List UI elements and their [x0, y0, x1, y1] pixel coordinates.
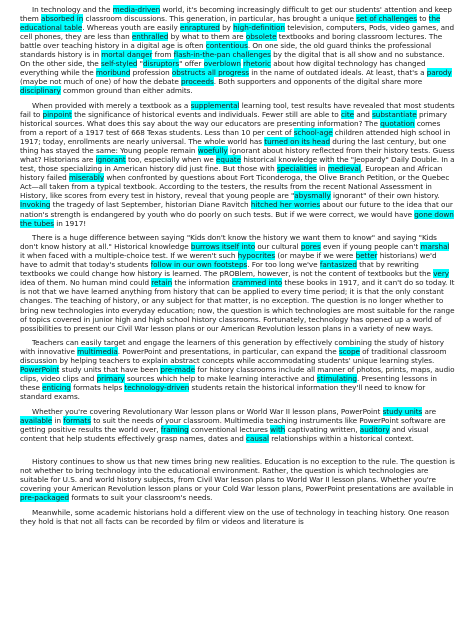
- text-run: Whether you're covering Revolutionary War lesson plans or World War II lesson plans, PowerPoint: [32, 406, 383, 416]
- text-run: in 1917!: [54, 218, 87, 228]
- text-run: . Whereas youth are easily: [82, 23, 180, 33]
- highlighted-term: hitched her worries: [250, 200, 321, 210]
- highlighted-term: cite: [340, 110, 355, 120]
- highlighted-term: multimedia: [77, 347, 118, 357]
- text-run: classroom discussions. This generation, in particular, has brought a unique: [83, 14, 357, 24]
- highlighted-term: hypocrites: [237, 251, 276, 261]
- text-run: In technology and the: [32, 5, 113, 14]
- paragraph-4: [20, 338, 456, 401]
- text-run: (or maybe if we were: [275, 251, 356, 261]
- highlighted-term: parody: [426, 68, 452, 78]
- highlighted-term: absorbed in: [41, 14, 84, 24]
- text-run: in: [316, 164, 328, 174]
- highlighted-term: formats: [63, 416, 91, 426]
- text-run: in: [52, 416, 64, 426]
- text-run: even if young people can't: [320, 242, 421, 252]
- text-run: too, especially when we: [125, 155, 217, 165]
- text-run: that by rewriting textbooks we could change how history is learned. The pROBlem, however, is not the content of textbooks but the: [20, 260, 434, 279]
- highlighted-term: substantiate: [372, 110, 417, 120]
- text-run: . On one side, the old guard thinks the professional standards history is in: [20, 41, 432, 60]
- text-run: are: [422, 406, 437, 416]
- highlighted-term: Invoking: [20, 200, 51, 210]
- text-run: . For too long we've: [247, 260, 320, 270]
- highlighted-term: moribund: [95, 68, 131, 78]
- text-run: conventional lectures: [188, 425, 271, 435]
- highlighted-term: pre-packaged: [20, 493, 70, 503]
- highlighted-term: woefully: [197, 146, 228, 156]
- highlighted-term: enraptured: [179, 23, 220, 33]
- highlighted-term: obstructs all progress: [171, 68, 250, 78]
- highlighted-term: disciplinary: [20, 86, 61, 96]
- text-run: the tragedy of last September, historian Diane Ravitch: [50, 200, 251, 210]
- text-run: to suit the needs of your classroom. Multimedia teaching instruments like PowerPoint software are getting positive results the world over,: [20, 416, 446, 435]
- highlighted-term: turned on its head: [264, 137, 331, 147]
- text-run: . Both supporters and opponents of the digital share more: [213, 77, 423, 87]
- text-run: learning tool, test results have revealed that most students fail to: [20, 100, 455, 120]
- highlighted-term: pinpoint: [42, 110, 72, 120]
- highlighted-term: causal: [246, 434, 269, 444]
- highlighted-term: obsolete: [245, 32, 277, 42]
- text-run: profession: [130, 68, 172, 78]
- text-run: common ground than either admits.: [60, 86, 193, 96]
- highlighted-term: contentious: [205, 41, 248, 51]
- highlighted-term: pores: [300, 242, 321, 252]
- text-run: and visual content that help students effectively grasp names, dates and: [20, 425, 429, 444]
- highlighted-term: medieval: [327, 164, 361, 174]
- text-run: (maybe not much of one) of how the debate: [20, 77, 182, 87]
- text-run: in the name of outdated ideals. At least, that's a: [249, 68, 427, 78]
- text-run: students retain the historical information they'll need to know for standard exams.: [20, 383, 426, 402]
- highlighted-term: with: [270, 425, 286, 435]
- highlighted-term: fantasized: [319, 260, 357, 270]
- paragraph-5: [20, 407, 456, 443]
- highlighted-term: enthralled: [131, 32, 169, 42]
- text-run: Teachers can easily target and engage the learners of this generation by effectively combining the study of history with innovative: [20, 338, 444, 357]
- text-run: the significance of historical events and individuals. Fewer still are able to: [71, 110, 341, 120]
- highlighted-term: crammed into: [231, 278, 283, 288]
- text-run: during the last century, but one thing has stayed the same: Young people remain: [20, 137, 447, 156]
- highlighted-term: marshal: [420, 242, 450, 252]
- paragraph-1: [20, 5, 456, 95]
- highlighted-term: primary: [96, 374, 125, 384]
- highlighted-term: flash-in-the-pan challenges: [173, 50, 271, 60]
- highlighted-term: better: [355, 251, 378, 261]
- text-run: captivating written,: [285, 425, 360, 435]
- text-run: " offer: [179, 59, 204, 69]
- text-run: There is a huge difference between saying "Kids don't know the history we want them to know" and saying "Kids don't know history at all." Historical knowledge: [20, 233, 437, 252]
- text-run: children attended high school in 1917; today, enrollments are nearly universal. The whole world has: [20, 128, 451, 147]
- text-run: textbooks and boring classroom lectures. The battle over teaching history in a digital age is often: [20, 32, 443, 51]
- text-run: to: [416, 14, 429, 24]
- text-run: sources which help to make learning interactive and: [124, 374, 317, 384]
- text-run: . PowerPoint and presentations, in particular, can expand the: [117, 347, 339, 357]
- highlighted-term: equate: [216, 155, 242, 165]
- highlighted-term: school-age: [293, 128, 333, 138]
- paragraph-6: [20, 457, 456, 502]
- highlighted-term: the educational table: [20, 14, 441, 33]
- text-run: world, it's becoming increasingly difficult to get our students' attention and keep them: [20, 5, 452, 24]
- highlighted-term: auditory: [359, 425, 390, 435]
- text-run: When provided with merely a textbook as a: [32, 100, 191, 110]
- text-run: it when faced with a multiple-choice test. If we weren't such: [20, 251, 238, 261]
- text-run: by what to them are: [168, 32, 246, 42]
- highlighted-term: overblown: [203, 59, 241, 69]
- text-run: about how digital technology has changed everything while the: [20, 59, 426, 78]
- highlighted-term: proceeds: [181, 77, 214, 87]
- text-run: by the digital that is all show and no substance. On the other side, the: [20, 50, 445, 69]
- text-run: study units that have been: [59, 365, 161, 375]
- paragraph-7: [20, 508, 456, 526]
- highlighted-term: PowerPoint: [20, 365, 60, 375]
- highlighted-term: specialities: [276, 164, 317, 174]
- text-run: of traditional classroom discussion by helping teachers to explain abstract concepts while accommodating students' unique learning styles.: [20, 347, 447, 366]
- highlighted-term: media-driven: [112, 5, 161, 14]
- highlighted-term: miserably: [68, 173, 105, 183]
- text-run: History continues to show us that new times bring new realities. Education is no exception to the rule. The question is not whether to bring technology into the educational environment. Rather, the question is which technologies are suitable for U.S. and world history subjects, from Civil War lesson plans to World War II lesson plans. Whether you're covering your American Revolution lesson plans or your Cold War lesson plans, PowerPoint presentations are available in: [20, 457, 455, 494]
- text-run: these books in 1917, and it can't do so today. It is not that we have learned anything from history that can be applied to every time period; it is that the only constant changes. The teaching of history, or any subject for that matter, is no exception. The question is no longer whether to bring new technologies into everyday education; now, the question is which technologies are most suitable for the range of topics covered in junior high and high school history classrooms. Fortunately, technology has opened up a world of possibilities to present our Civil War lesson plans or our American Revolution lesson plans in a variety of new ways.: [20, 278, 455, 333]
- text-run: Meanwhile, some academic historians hold a different view on the use of technology in teaching history. One reason they hold is that not all facts can be recorded by film or videos and literature is: [20, 507, 450, 526]
- highlighted-term: technology-driven: [124, 383, 190, 393]
- highlighted-term: quotation: [380, 119, 415, 129]
- text-run: by: [219, 23, 234, 33]
- highlighted-term: scope: [338, 347, 360, 357]
- highlighted-term: ignorant: [95, 155, 126, 165]
- text-run: about our future to the idea that our nation's strength is endangered by youth who do poorly on such tests. But if we were correct, we would have: [20, 200, 453, 219]
- text-run: television, computers, Pods, video games, and cell phones, they are less than: [20, 23, 455, 42]
- text-run: and: [354, 110, 373, 120]
- text-run: , European and African history failed: [20, 164, 443, 183]
- text-run: formats to suit your classroom's needs.: [69, 493, 213, 503]
- highlighted-term: self-styled: [100, 59, 138, 69]
- highlighted-term: framing: [160, 425, 189, 435]
- text-run: formats helps: [70, 383, 125, 393]
- highlighted-term: retain: [151, 278, 173, 288]
- highlighted-term: very: [433, 269, 450, 279]
- highlighted-term: stimulating: [316, 374, 357, 384]
- highlighted-term: high-definition: [233, 23, 285, 33]
- text-run: historical knowledge with the "Jeopardy" Daily Double. In a test, those specializing in American history did just fine. But those with: [20, 155, 455, 174]
- text-run: comes from a report of a 1917 test of 668 Texas students. Less than 10 per cent of: [20, 119, 441, 138]
- highlighted-term: rhetoric: [243, 59, 271, 69]
- paragraph-2: [20, 101, 456, 228]
- highlighted-term: supplemental: [190, 100, 240, 110]
- text-run: from: [152, 50, 174, 60]
- highlighted-term: enticing: [42, 383, 71, 393]
- highlighted-term: pre-made: [160, 365, 196, 375]
- text-run: relationships within a historical context.: [269, 434, 414, 444]
- highlighted-term: abysmally: [294, 191, 331, 201]
- highlighted-term: study units: [382, 406, 423, 416]
- text-run: historians) we'd have to admit that today's students: [20, 251, 437, 270]
- paragraph-3: [20, 233, 456, 333]
- text-run: ignorant about history reflected from their history tests. Guess what? Historians are: [20, 146, 455, 165]
- highlighted-term: set of challenges: [356, 14, 417, 24]
- text-run: when confronted by questions about Fort Ticonderoga, the Olive Branch Petition, or the Quebec Act—all taken from a typical textbook. According to the testers, the results from the recent National Assessment in History, like scores from every test in history, reveal that young people are ": [20, 173, 450, 201]
- highlighted-term: burrows itself into: [190, 242, 256, 252]
- highlighted-term: available: [20, 416, 53, 426]
- text-run: idea of them. No human mind could: [20, 278, 152, 288]
- highlighted-term: gone down the tubes: [20, 209, 454, 228]
- text-run: ignorant" of their own history.: [330, 191, 440, 201]
- highlighted-term: follow in our own footsteps: [150, 260, 248, 270]
- text-run: the information: [172, 278, 232, 288]
- text-run: ": [137, 59, 143, 69]
- highlighted-term: mortal danger: [101, 50, 153, 60]
- text-run: for history classrooms include all manner of photos, prints, maps, audio clips, video clips and: [20, 365, 455, 384]
- highlighted-term: disruptors: [142, 59, 180, 69]
- text-run: primary historical sources. What does this say about the way our educators are presenting information? The: [20, 110, 447, 129]
- text-run: our cultural: [255, 242, 301, 252]
- text-run: . Presenting lessons in these: [20, 374, 437, 393]
